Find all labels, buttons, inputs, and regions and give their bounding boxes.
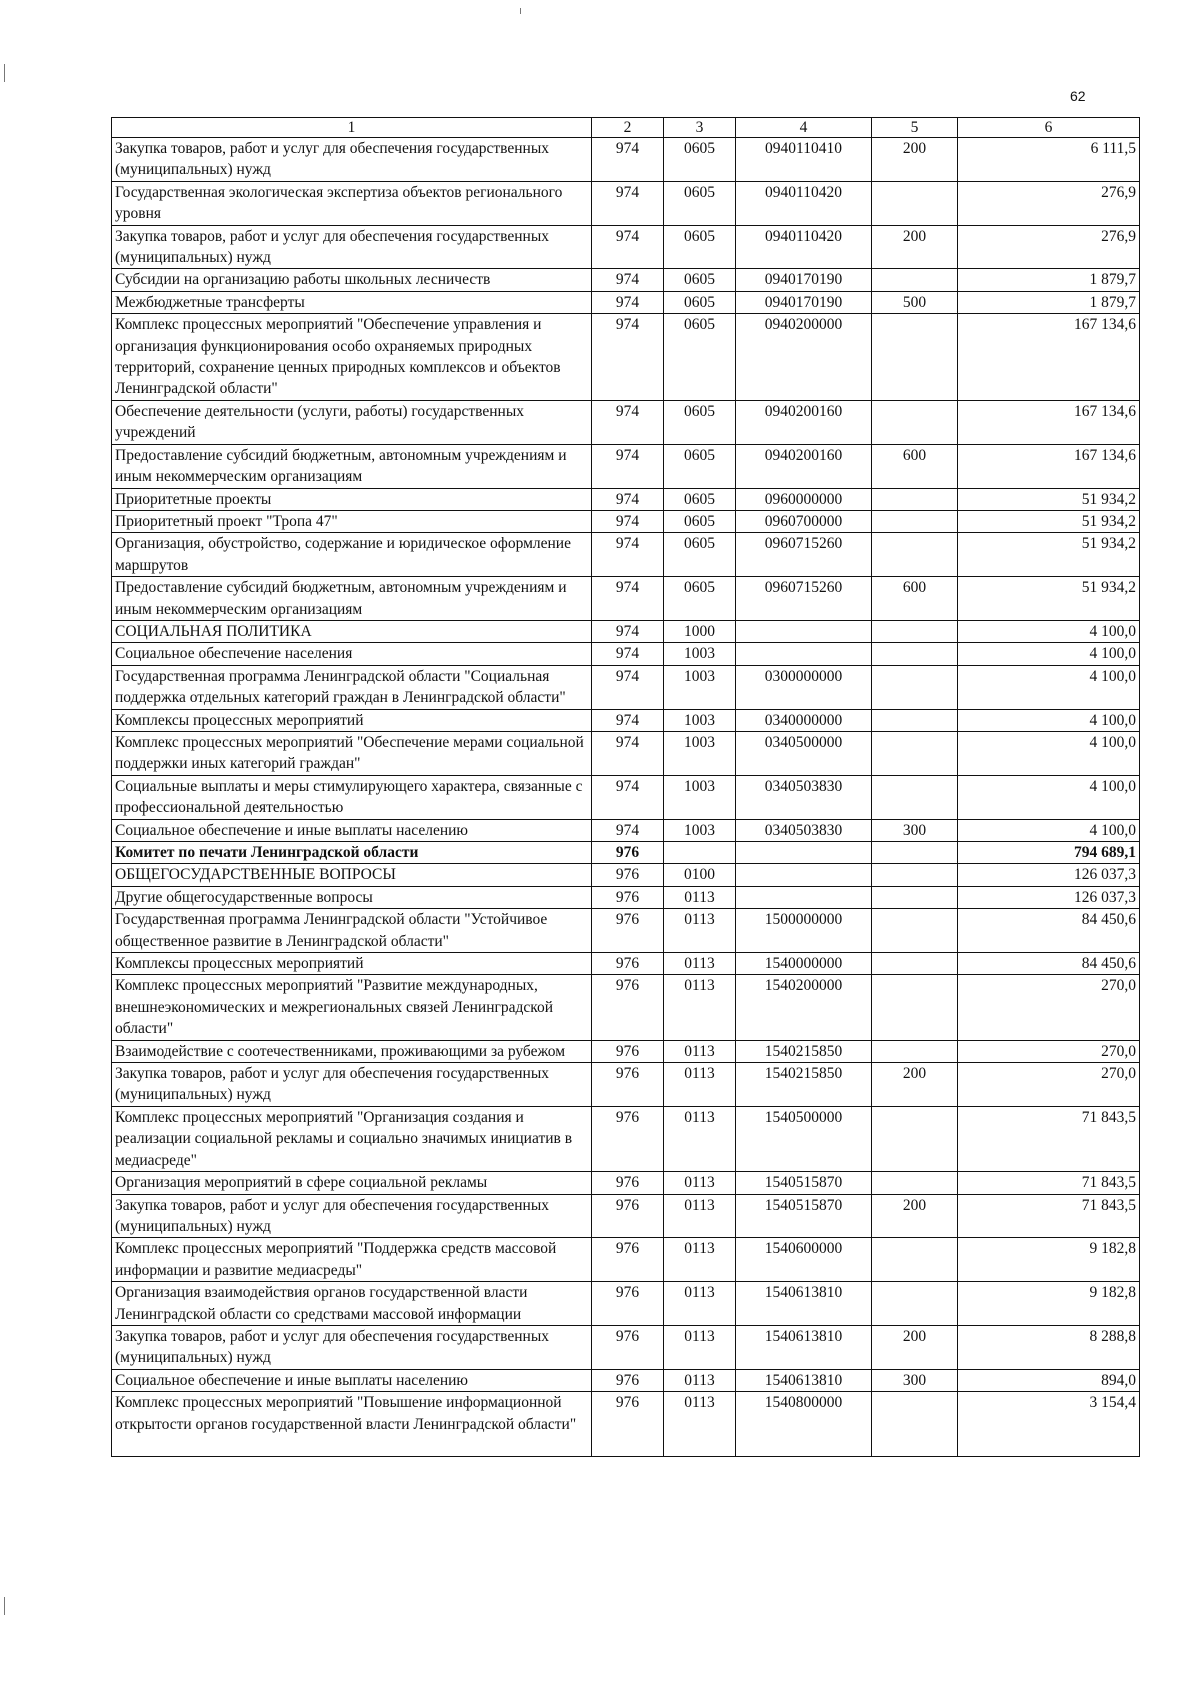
table-row bbox=[112, 1172, 1140, 1194]
col3-cell: 0605 bbox=[664, 444, 736, 488]
table-row bbox=[112, 886, 1140, 908]
type-cell bbox=[872, 643, 958, 665]
type-cell bbox=[872, 533, 958, 577]
amount-cell: 4 100,0 bbox=[958, 620, 1140, 642]
type-cell: 300 bbox=[872, 1369, 958, 1391]
column-header: 1 bbox=[112, 118, 592, 138]
table-row bbox=[112, 577, 1140, 621]
table-row bbox=[112, 775, 1140, 819]
amount-cell: 51 934,2 bbox=[958, 577, 1140, 621]
table-row bbox=[112, 400, 1140, 444]
amount-cell: 276,9 bbox=[958, 225, 1140, 269]
code-cell: 0940110420 bbox=[736, 181, 872, 225]
table-row bbox=[112, 643, 1140, 665]
col3-cell: 0605 bbox=[664, 269, 736, 291]
item-name-cell: Организация взаимодействия органов государственной власти Ленинградской области со средствами массовой информации bbox=[112, 1282, 592, 1326]
type-cell: 200 bbox=[872, 1194, 958, 1238]
item-name-cell: Социальное обеспечение и иные выплаты населению bbox=[112, 819, 592, 841]
type-cell: 500 bbox=[872, 291, 958, 313]
code-cell: 1540800000 bbox=[736, 1392, 872, 1457]
code-cell: 1540600000 bbox=[736, 1238, 872, 1282]
table-row bbox=[112, 269, 1140, 291]
table-row bbox=[112, 1325, 1140, 1369]
col3-cell bbox=[664, 842, 736, 864]
col2-cell: 976 bbox=[592, 864, 664, 886]
item-name-cell: Социальное обеспечение и иные выплаты населению bbox=[112, 1369, 592, 1391]
code-cell: 0340503830 bbox=[736, 775, 872, 819]
amount-cell: 51 934,2 bbox=[958, 533, 1140, 577]
amount-cell: 794 689,1 bbox=[958, 842, 1140, 864]
code-cell bbox=[736, 864, 872, 886]
table-row bbox=[112, 819, 1140, 841]
code-cell bbox=[736, 643, 872, 665]
table-row bbox=[112, 1040, 1140, 1062]
col3-cell: 0605 bbox=[664, 510, 736, 532]
table-row bbox=[112, 909, 1140, 953]
type-cell bbox=[872, 1040, 958, 1062]
code-cell: 0960715260 bbox=[736, 533, 872, 577]
code-cell: 1540515870 bbox=[736, 1194, 872, 1238]
col2-cell: 974 bbox=[592, 510, 664, 532]
col3-cell: 1000 bbox=[664, 620, 736, 642]
table-row bbox=[112, 314, 1140, 401]
column-header: 4 bbox=[736, 118, 872, 138]
item-name-cell: Закупка товаров, работ и услуг для обеспечения государственных (муниципальных) нужд bbox=[112, 1063, 592, 1107]
code-cell: 0940170190 bbox=[736, 269, 872, 291]
code-cell: 0940200160 bbox=[736, 444, 872, 488]
col3-cell: 1003 bbox=[664, 709, 736, 731]
item-name-cell: Закупка товаров, работ и услуг для обеспечения государственных (муниципальных) нужд bbox=[112, 138, 592, 182]
amount-cell: 8 288,8 bbox=[958, 1325, 1140, 1369]
table-row bbox=[112, 181, 1140, 225]
col3-cell: 0113 bbox=[664, 886, 736, 908]
amount-cell: 1 879,7 bbox=[958, 269, 1140, 291]
code-cell: 1540515870 bbox=[736, 1172, 872, 1194]
col2-cell: 976 bbox=[592, 1282, 664, 1326]
col3-cell: 0113 bbox=[664, 1040, 736, 1062]
type-cell bbox=[872, 1238, 958, 1282]
table-row bbox=[112, 1282, 1140, 1326]
table-row bbox=[112, 842, 1140, 864]
amount-cell: 167 134,6 bbox=[958, 314, 1140, 401]
type-cell bbox=[872, 510, 958, 532]
item-name-cell: Взаимодействие с соотечественниками, проживающими за рубежом bbox=[112, 1040, 592, 1062]
table-row bbox=[112, 620, 1140, 642]
table-row bbox=[112, 225, 1140, 269]
col2-cell: 976 bbox=[592, 1106, 664, 1171]
code-cell: 1540613810 bbox=[736, 1369, 872, 1391]
type-cell bbox=[872, 731, 958, 775]
type-cell bbox=[872, 842, 958, 864]
col2-cell: 974 bbox=[592, 709, 664, 731]
col2-cell: 974 bbox=[592, 314, 664, 401]
col3-cell: 0605 bbox=[664, 291, 736, 313]
header-row bbox=[112, 118, 1140, 138]
col2-cell: 976 bbox=[592, 953, 664, 975]
item-name-cell: Организация мероприятий в сфере социальной рекламы bbox=[112, 1172, 592, 1194]
table-row bbox=[112, 1238, 1140, 1282]
column-header: 3 bbox=[664, 118, 736, 138]
amount-cell: 894,0 bbox=[958, 1369, 1140, 1391]
item-name-cell: Комплекс процессных мероприятий "Обеспечение мерами социальной поддержки иных категорий граждан" bbox=[112, 731, 592, 775]
amount-cell: 84 450,6 bbox=[958, 909, 1140, 953]
item-name-cell: Комплекс процессных мероприятий "Поддержка средств массовой информации и развитие медиасреды" bbox=[112, 1238, 592, 1282]
amount-cell: 4 100,0 bbox=[958, 709, 1140, 731]
amount-cell: 4 100,0 bbox=[958, 775, 1140, 819]
amount-cell: 4 100,0 bbox=[958, 731, 1140, 775]
scan-mark bbox=[4, 64, 5, 82]
code-cell: 0960715260 bbox=[736, 577, 872, 621]
amount-cell: 71 843,5 bbox=[958, 1194, 1140, 1238]
code-cell: 1540613810 bbox=[736, 1282, 872, 1326]
item-name-cell: Комплексы процессных мероприятий bbox=[112, 709, 592, 731]
amount-cell: 126 037,3 bbox=[958, 864, 1140, 886]
col2-cell: 974 bbox=[592, 731, 664, 775]
code-cell: 1540500000 bbox=[736, 1106, 872, 1171]
type-cell bbox=[872, 1392, 958, 1457]
code-cell: 0940110420 bbox=[736, 225, 872, 269]
amount-cell: 167 134,6 bbox=[958, 400, 1140, 444]
col3-cell: 0113 bbox=[664, 1238, 736, 1282]
scan-mark bbox=[4, 1597, 5, 1615]
col2-cell: 974 bbox=[592, 665, 664, 709]
table-row bbox=[112, 291, 1140, 313]
type-cell bbox=[872, 314, 958, 401]
col2-cell: 974 bbox=[592, 819, 664, 841]
amount-cell: 4 100,0 bbox=[958, 819, 1140, 841]
amount-cell: 4 100,0 bbox=[958, 643, 1140, 665]
amount-cell: 71 843,5 bbox=[958, 1106, 1140, 1171]
type-cell: 200 bbox=[872, 225, 958, 269]
col3-cell: 0113 bbox=[664, 1282, 736, 1326]
col3-cell: 0113 bbox=[664, 1172, 736, 1194]
type-cell bbox=[872, 1106, 958, 1171]
code-cell: 0340000000 bbox=[736, 709, 872, 731]
table-row bbox=[112, 1063, 1140, 1107]
page-number: 62 bbox=[1070, 88, 1086, 104]
col3-cell: 0100 bbox=[664, 864, 736, 886]
col2-cell: 974 bbox=[592, 775, 664, 819]
code-cell: 1540613810 bbox=[736, 1325, 872, 1369]
item-name-cell: Комплексы процессных мероприятий bbox=[112, 953, 592, 975]
code-cell: 0340500000 bbox=[736, 731, 872, 775]
code-cell: 0300000000 bbox=[736, 665, 872, 709]
col2-cell: 976 bbox=[592, 975, 664, 1040]
table-row bbox=[112, 864, 1140, 886]
col3-cell: 0605 bbox=[664, 488, 736, 510]
amount-cell: 3 154,4 bbox=[958, 1392, 1140, 1457]
item-name-cell: Приоритетные проекты bbox=[112, 488, 592, 510]
table-row bbox=[112, 975, 1140, 1040]
type-cell bbox=[872, 269, 958, 291]
type-cell: 300 bbox=[872, 819, 958, 841]
item-name-cell: Организация, обустройство, содержание и юридическое оформление маршрутов bbox=[112, 533, 592, 577]
table-row bbox=[112, 731, 1140, 775]
scan-mark bbox=[520, 8, 521, 14]
item-name-cell: Закупка товаров, работ и услуг для обеспечения государственных (муниципальных) нужд bbox=[112, 1194, 592, 1238]
column-header: 5 bbox=[872, 118, 958, 138]
code-cell: 1500000000 bbox=[736, 909, 872, 953]
item-name-cell: Комплекс процессных мероприятий "Развитие международных, внешнеэкономических и межрегиональных связей Ленинградской области" bbox=[112, 975, 592, 1040]
col2-cell: 976 bbox=[592, 886, 664, 908]
table-row bbox=[112, 444, 1140, 488]
code-cell bbox=[736, 620, 872, 642]
col2-cell: 974 bbox=[592, 643, 664, 665]
budget-table bbox=[111, 117, 1140, 1457]
item-name-cell: Государственная экологическая экспертиза объектов регионального уровня bbox=[112, 181, 592, 225]
item-name-cell: Закупка товаров, работ и услуг для обеспечения государственных (муниципальных) нужд bbox=[112, 1325, 592, 1369]
table-body bbox=[112, 118, 1140, 1457]
type-cell bbox=[872, 975, 958, 1040]
item-name-cell: Межбюджетные трансферты bbox=[112, 291, 592, 313]
code-cell: 0940200000 bbox=[736, 314, 872, 401]
code-cell: 1540200000 bbox=[736, 975, 872, 1040]
amount-cell: 9 182,8 bbox=[958, 1238, 1140, 1282]
col2-cell: 974 bbox=[592, 620, 664, 642]
amount-cell: 4 100,0 bbox=[958, 665, 1140, 709]
col3-cell: 1003 bbox=[664, 819, 736, 841]
col3-cell: 0605 bbox=[664, 138, 736, 182]
col2-cell: 976 bbox=[592, 1392, 664, 1457]
column-header: 6 bbox=[958, 118, 1140, 138]
table-row bbox=[112, 953, 1140, 975]
code-cell: 1540215850 bbox=[736, 1040, 872, 1062]
item-name-cell: ОБЩЕГОСУДАРСТВЕННЫЕ ВОПРОСЫ bbox=[112, 864, 592, 886]
type-cell bbox=[872, 864, 958, 886]
item-name-cell: Обеспечение деятельности (услуги, работы) государственных учреждений bbox=[112, 400, 592, 444]
amount-cell: 84 450,6 bbox=[958, 953, 1140, 975]
col3-cell: 0113 bbox=[664, 1392, 736, 1457]
col2-cell: 974 bbox=[592, 577, 664, 621]
amount-cell: 276,9 bbox=[958, 181, 1140, 225]
col2-cell: 976 bbox=[592, 1325, 664, 1369]
code-cell: 1540000000 bbox=[736, 953, 872, 975]
type-cell: 200 bbox=[872, 138, 958, 182]
amount-cell: 51 934,2 bbox=[958, 488, 1140, 510]
item-name-cell: Приоритетный проект "Тропа 47" bbox=[112, 510, 592, 532]
col2-cell: 974 bbox=[592, 181, 664, 225]
item-name-cell: Другие общегосударственные вопросы bbox=[112, 886, 592, 908]
col3-cell: 0605 bbox=[664, 533, 736, 577]
amount-cell: 6 111,5 bbox=[958, 138, 1140, 182]
col3-cell: 1003 bbox=[664, 775, 736, 819]
amount-cell: 71 843,5 bbox=[958, 1172, 1140, 1194]
type-cell bbox=[872, 181, 958, 225]
amount-cell: 9 182,8 bbox=[958, 1282, 1140, 1326]
col3-cell: 0605 bbox=[664, 225, 736, 269]
item-name-cell: Закупка товаров, работ и услуг для обеспечения государственных (муниципальных) нужд bbox=[112, 225, 592, 269]
item-name-cell: СОЦИАЛЬНАЯ ПОЛИТИКА bbox=[112, 620, 592, 642]
col3-cell: 1003 bbox=[664, 665, 736, 709]
col2-cell: 976 bbox=[592, 1238, 664, 1282]
col2-cell: 974 bbox=[592, 138, 664, 182]
col2-cell: 976 bbox=[592, 1040, 664, 1062]
type-cell bbox=[872, 400, 958, 444]
col2-cell: 976 bbox=[592, 1063, 664, 1107]
type-cell bbox=[872, 1282, 958, 1326]
col2-cell: 974 bbox=[592, 225, 664, 269]
item-name-cell: Предоставление субсидий бюджетным, автономным учреждениям и иным некоммерческим организациям bbox=[112, 577, 592, 621]
type-cell: 600 bbox=[872, 577, 958, 621]
col2-cell: 974 bbox=[592, 400, 664, 444]
amount-cell: 270,0 bbox=[958, 975, 1140, 1040]
type-cell: 200 bbox=[872, 1325, 958, 1369]
col3-cell: 0113 bbox=[664, 1106, 736, 1171]
col3-cell: 1003 bbox=[664, 643, 736, 665]
amount-cell: 1 879,7 bbox=[958, 291, 1140, 313]
type-cell bbox=[872, 953, 958, 975]
col2-cell: 974 bbox=[592, 269, 664, 291]
amount-cell: 270,0 bbox=[958, 1040, 1140, 1062]
code-cell: 0960700000 bbox=[736, 510, 872, 532]
col3-cell: 0605 bbox=[664, 577, 736, 621]
table-row bbox=[112, 138, 1140, 182]
code-cell: 0940170190 bbox=[736, 291, 872, 313]
item-name-cell: Социальное обеспечение населения bbox=[112, 643, 592, 665]
col3-cell: 0605 bbox=[664, 181, 736, 225]
col3-cell: 0113 bbox=[664, 953, 736, 975]
col2-cell: 974 bbox=[592, 488, 664, 510]
type-cell bbox=[872, 709, 958, 731]
amount-cell: 167 134,6 bbox=[958, 444, 1140, 488]
table-row bbox=[112, 1106, 1140, 1171]
type-cell bbox=[872, 620, 958, 642]
type-cell: 200 bbox=[872, 1063, 958, 1107]
type-cell bbox=[872, 886, 958, 908]
col2-cell: 974 bbox=[592, 533, 664, 577]
item-name-cell: Комитет по печати Ленинградской области bbox=[112, 842, 592, 864]
col2-cell: 976 bbox=[592, 1369, 664, 1391]
type-cell: 600 bbox=[872, 444, 958, 488]
col2-cell: 976 bbox=[592, 1194, 664, 1238]
col2-cell: 974 bbox=[592, 291, 664, 313]
type-cell bbox=[872, 1172, 958, 1194]
item-name-cell: Государственная программа Ленинградской области "Устойчивое общественное развитие в Ленинградской области" bbox=[112, 909, 592, 953]
table-row bbox=[112, 665, 1140, 709]
col3-cell: 0605 bbox=[664, 400, 736, 444]
item-name-cell: Комплекс процессных мероприятий "Организация создания и реализации социальной рекламы и социально значимых инициатив в медиасреде" bbox=[112, 1106, 592, 1171]
col3-cell: 0605 bbox=[664, 314, 736, 401]
table-row bbox=[112, 510, 1140, 532]
code-cell: 0940110410 bbox=[736, 138, 872, 182]
code-cell bbox=[736, 886, 872, 908]
code-cell: 0960000000 bbox=[736, 488, 872, 510]
col2-cell: 974 bbox=[592, 444, 664, 488]
col3-cell: 1003 bbox=[664, 731, 736, 775]
type-cell bbox=[872, 775, 958, 819]
col3-cell: 0113 bbox=[664, 909, 736, 953]
table-row bbox=[112, 1392, 1140, 1457]
code-cell bbox=[736, 842, 872, 864]
code-cell: 0940200160 bbox=[736, 400, 872, 444]
col2-cell: 976 bbox=[592, 1172, 664, 1194]
item-name-cell: Социальные выплаты и меры стимулирующего характера, связанные с профессиональной деятельностью bbox=[112, 775, 592, 819]
col3-cell: 0113 bbox=[664, 1369, 736, 1391]
item-name-cell: Комплекс процессных мероприятий "Обеспечение управления и организация функционирования особо охраняемых природных территорий, сохранение ценных природных комплексов и объектов Ленинградской области" bbox=[112, 314, 592, 401]
type-cell bbox=[872, 488, 958, 510]
type-cell bbox=[872, 665, 958, 709]
column-header: 2 bbox=[592, 118, 664, 138]
col2-cell: 976 bbox=[592, 909, 664, 953]
item-name-cell: Государственная программа Ленинградской области "Социальная поддержка отдельных категорий граждан в Ленинградской области" bbox=[112, 665, 592, 709]
table-row bbox=[112, 1194, 1140, 1238]
amount-cell: 126 037,3 bbox=[958, 886, 1140, 908]
type-cell bbox=[872, 909, 958, 953]
code-cell: 0340503830 bbox=[736, 819, 872, 841]
table-row bbox=[112, 533, 1140, 577]
item-name-cell: Субсидии на организацию работы школьных лесничеств bbox=[112, 269, 592, 291]
item-name-cell: Комплекс процессных мероприятий "Повышение информационной открытости органов государственной власти Ленинградской области" bbox=[112, 1392, 592, 1457]
col3-cell: 0113 bbox=[664, 1194, 736, 1238]
code-cell: 1540215850 bbox=[736, 1063, 872, 1107]
amount-cell: 51 934,2 bbox=[958, 510, 1140, 532]
table-row bbox=[112, 709, 1140, 731]
col2-cell: 976 bbox=[592, 842, 664, 864]
amount-cell: 270,0 bbox=[958, 1063, 1140, 1107]
col3-cell: 0113 bbox=[664, 1063, 736, 1107]
table-row bbox=[112, 1369, 1140, 1391]
table-row bbox=[112, 488, 1140, 510]
col3-cell: 0113 bbox=[664, 975, 736, 1040]
item-name-cell: Предоставление субсидий бюджетным, автономным учреждениям и иным некоммерческим организациям bbox=[112, 444, 592, 488]
col3-cell: 0113 bbox=[664, 1325, 736, 1369]
